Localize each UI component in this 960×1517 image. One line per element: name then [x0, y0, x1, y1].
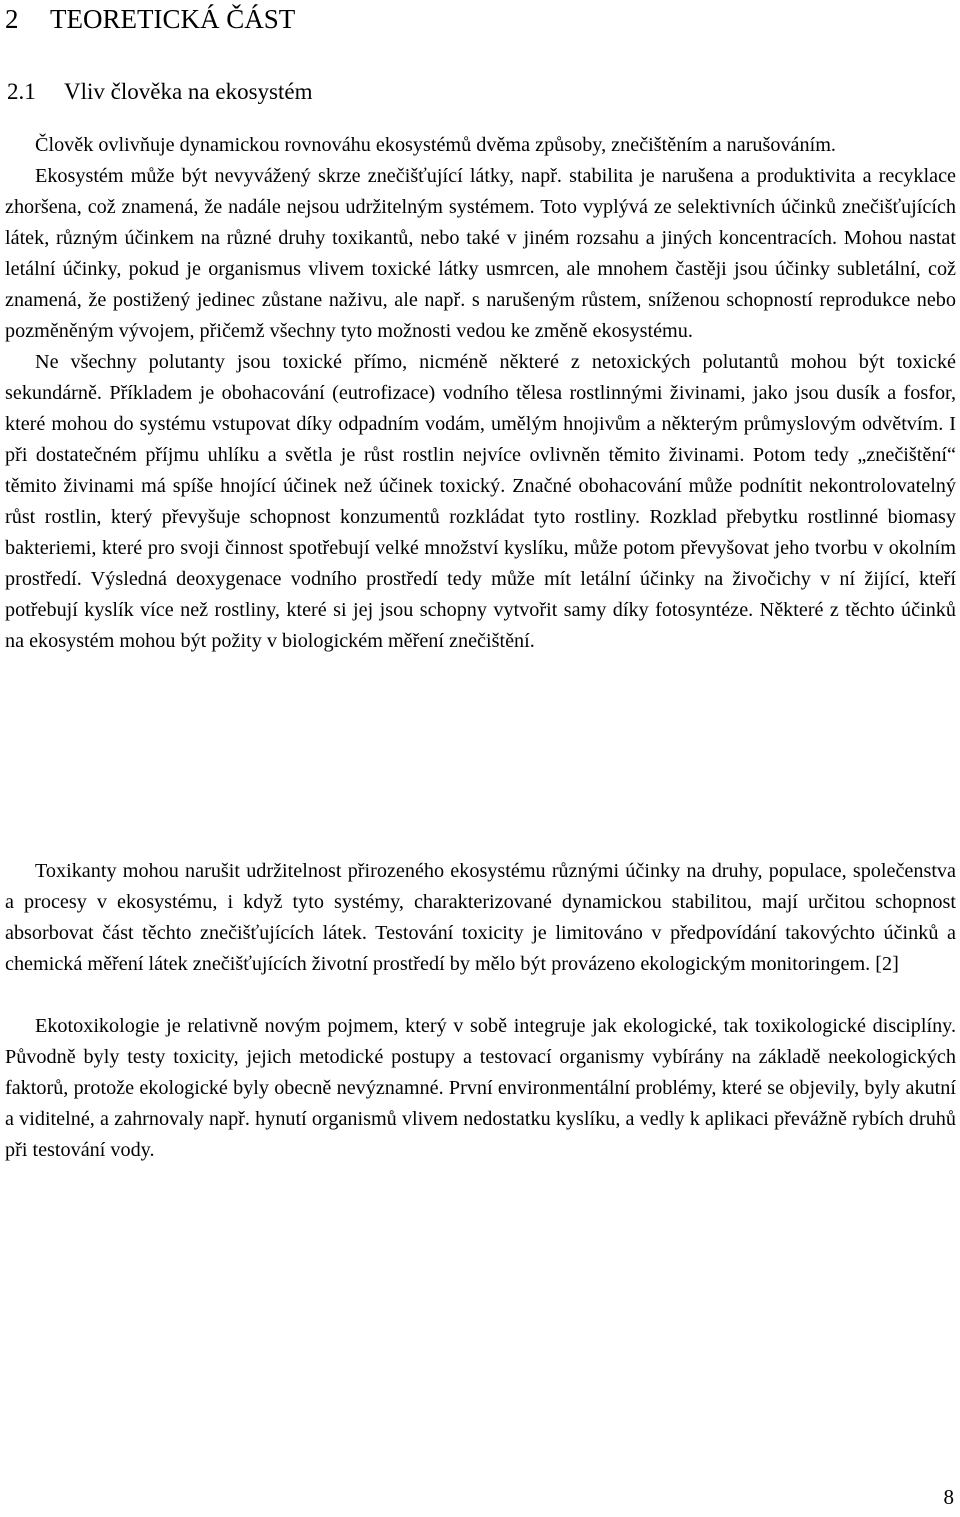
paragraph-intro: Člověk ovlivňuje dynamickou rovnováhu ekosystémů dvěma způsoby, znečištěním a narušováním. — [35, 134, 836, 156]
chapter-title: TEORETICKÁ ČÁST — [50, 4, 296, 34]
paragraph-ecotoxicology: Ekotoxikologie je relativně novým pojmem, který v sobě integruje jak ekologické, tak toxikologické disciplíny. Původně byly testy toxicity, jejich metodické postupy a testovací organismy vybírány na základě neekologických faktorů, protože ekologické byly obecně nevýznamné. První environmentální problémy, které se objevily, byly akutní a viditelné, a zahrnovaly např. hynutí organismů vlivem nedostatku kyslíku, a vedly k aplikaci převážně rybích druhů při testování vody. — [5, 1015, 956, 1161]
chapter-number: 2 — [5, 4, 19, 34]
body-text-block-2 — [5, 856, 956, 1166]
paragraph-pollution-effects: Ekosystém může být nevyvážený skrze znečišťující látky, např. stabilita je narušena a produktivita a recyklace zhoršena, což znamená, že nadále nejsou udržitelným systémem. Toto vyplývá ze selektivních účinků znečišťujících látek, různým účinkem na různé druhy toxikantů, nebo také v jiném rozsahu a jiných koncentracích. Mohou nastat letální účinky, pokud je organismus vlivem toxické látky usmrcen, ale mnohem častěji jsou účinky subletální, což znamená, že postižený jedinec zůstane naživu, ale např. s narušeným růstem, sníženou schopností reprodukce nebo pozměněným vývojem, přičemž všechny tyto možnosti vedou ke změně ekosystému. — [5, 165, 956, 342]
page-number: 8 — [943, 1485, 954, 1509]
body-text-block-1 — [5, 130, 956, 657]
section-title: Vliv člověka na ekosystém — [64, 79, 313, 104]
section-heading — [7, 77, 312, 107]
paragraph-toxicants: Toxikanty mohou narušit udržitelnost přirozeného ekosystému různými účinky na druhy, populace, společenstva a procesy v ekosystému, i když tyto systémy, charakterizované dynamickou stabilitou, mají určitou schopnost absorbovat část těchto znečišťujících látek. Testování toxicity je limitováno v předpovídání takovýchto účinků a chemická měření látek znečišťujících životní prostředí by mělo být provázeno ekologickým monitoringem. [2] — [5, 860, 956, 975]
chapter-heading — [5, 2, 295, 36]
section-number: 2.1 — [7, 79, 36, 104]
paragraph-secondary-toxicity: Ne všechny polutanty jsou toxické přímo, nicméně některé z netoxických polutantů mohou být toxické sekundárně. Příkladem je obohacování (eutrofizace) vodního tělesa rostlinnými živinami, jako jsou dusík a fosfor, které mohou do systému vstupovat díky odpadním vodám, umělým hnojivům a některým průmyslovým odvětvím. I při dostatečném příjmu uhlíku a světla je růst rostlin nejvíce ovlivněn těmito živinami. Potom tedy „znečištění“ těmito živinami má spíše hnojící účinek než účinek toxický. Značné obohacování může podnítit nekontrolovatelný růst rostlin, který převyšuje schopnost konzumentů rozkládat tyto rostliny. Rozklad přebytku rostlinné biomasy bakteriemi, které pro svoji činnost spotřebují velké množství kyslíku, může potom převyšovat jeho tvorbu v okolním prostředí. Výsledná deoxygenace vodního prostředí tedy může mít letální účinky na živočichy v ní žijící, kteří potřebují kyslík více než rostliny, které si jej jsou schopny vytvořit samy díky fotosyntéze. Některé z těchto účinků na ekosystém mohou být požity v biologickém měření znečištění. — [5, 351, 956, 652]
